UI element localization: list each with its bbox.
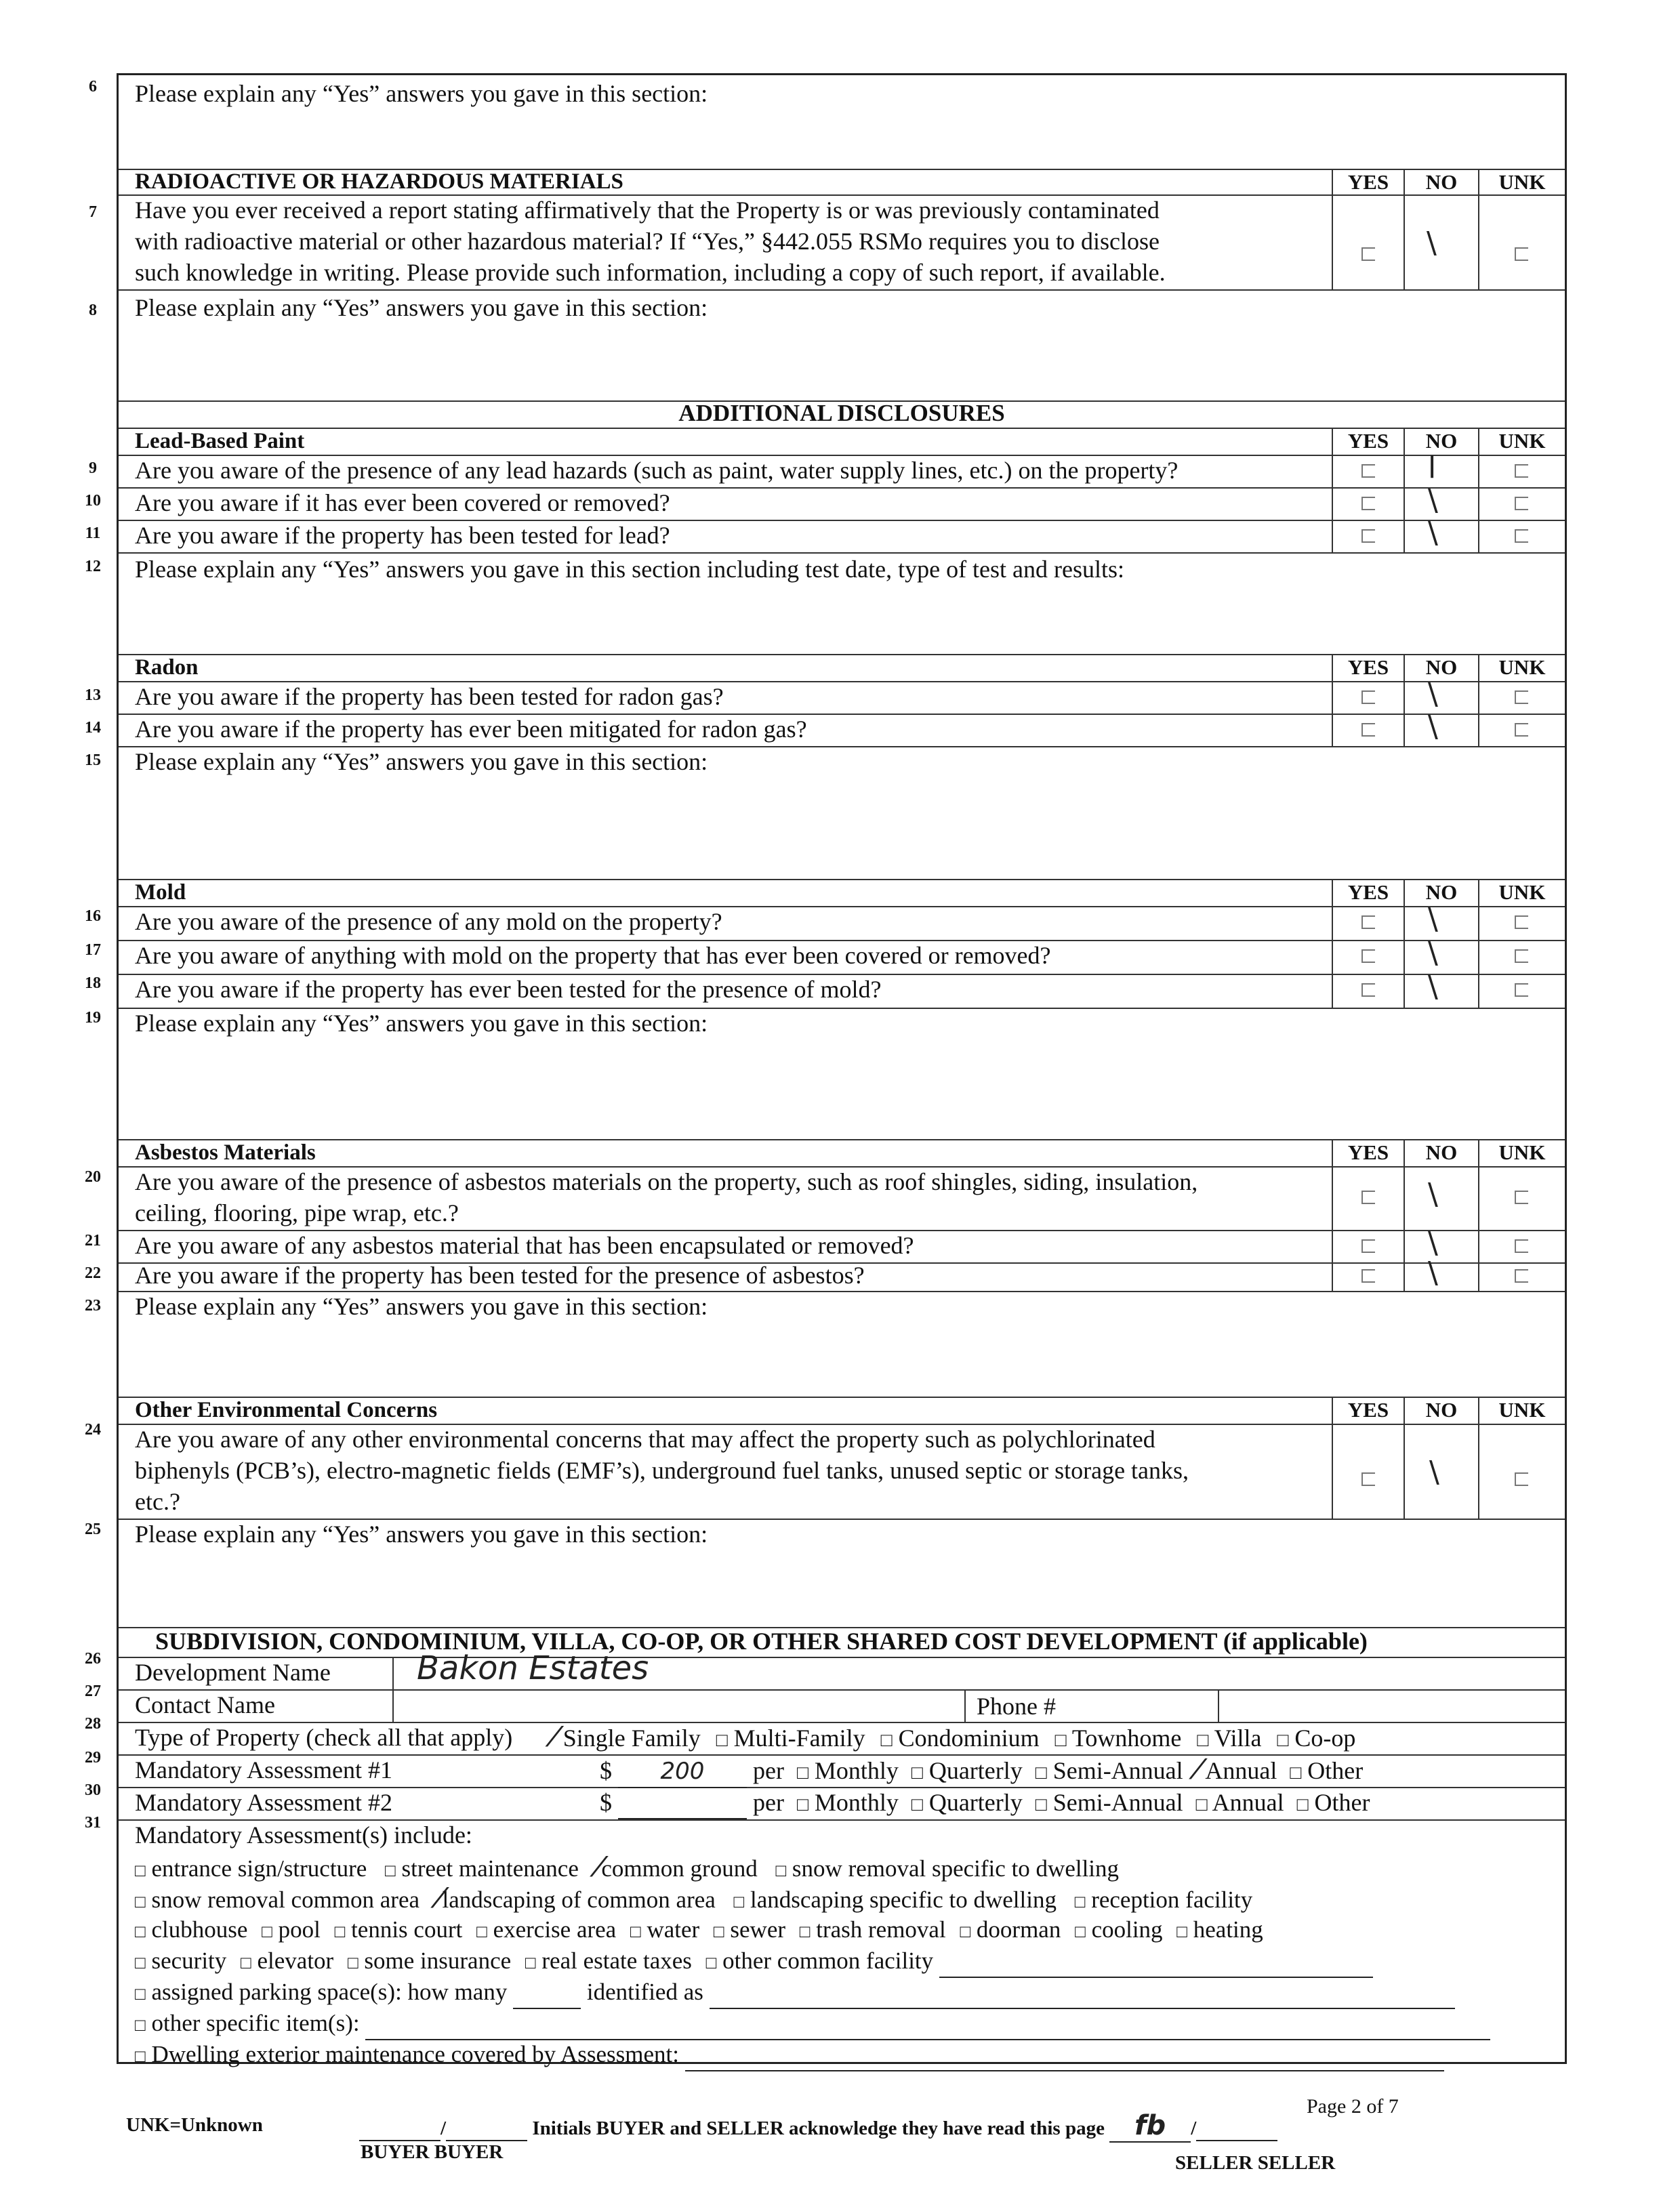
unk-header: UNK xyxy=(1498,1140,1546,1164)
identified-as-label: identified as xyxy=(586,1979,703,2005)
checkbox-icon[interactable]: □ xyxy=(911,1794,923,1815)
checkmark-icon: ⁄ xyxy=(596,1852,602,1883)
page-number: Page 2 of 7 xyxy=(1307,2095,1399,2118)
line-number: 16 xyxy=(85,907,101,925)
other-facility-blank[interactable] xyxy=(939,1945,1373,1978)
include-item[interactable]: reception facility xyxy=(1091,1886,1253,1913)
period-semi-annual[interactable]: Semi-Annual xyxy=(1052,1757,1183,1784)
explain-section-6 xyxy=(119,75,1565,170)
development-name-label: Development Name xyxy=(135,1659,331,1686)
question-text: Are you aware of any asbestos material that has been encapsulated or removed? xyxy=(135,1232,914,1259)
checkbox-icon[interactable]: □ xyxy=(135,1984,146,2004)
per-label: per xyxy=(753,1789,784,1816)
include-item[interactable]: snow removal common area xyxy=(151,1886,420,1913)
line-number: 19 xyxy=(85,1009,101,1027)
include-item[interactable]: snow removal specific to dwelling xyxy=(792,1855,1120,1882)
includes-row-2 xyxy=(135,1883,1252,1918)
checkbox-yes[interactable] xyxy=(1361,497,1375,510)
checkmark-icon: ⁄ xyxy=(1195,1754,1201,1786)
line-number: 14 xyxy=(85,719,101,737)
option-single-family[interactable]: Single Family xyxy=(562,1725,701,1752)
explain-prompt: Please explain any “Yes” answers you gave in this section including test date, type of test and results: xyxy=(135,556,1125,583)
explain-prompt: Please explain any “Yes” answers you gave in this section: xyxy=(135,1521,708,1548)
buyer-initial-2[interactable] xyxy=(446,2118,527,2141)
exterior-blank[interactable] xyxy=(685,2039,1444,2071)
checkbox-yes[interactable] xyxy=(1361,1269,1375,1283)
checkbox-yes[interactable] xyxy=(1361,915,1375,929)
checkbox-unk[interactable] xyxy=(1515,497,1528,510)
section-title: SUBDIVISION, CONDOMINIUM, VILLA, CO-OP, OR OTHER SHARED COST DEVELOPMENT (if applicable) xyxy=(155,1628,1368,1655)
checkbox-unk[interactable] xyxy=(1515,690,1528,704)
line-number: 20 xyxy=(85,1168,101,1186)
include-item[interactable]: landscaping specific to dwelling xyxy=(750,1886,1057,1913)
include-item[interactable]: clubhouse xyxy=(151,1916,248,1943)
checkbox-unk[interactable] xyxy=(1515,247,1528,261)
contact-row xyxy=(119,1689,1565,1723)
checkmark-icon[interactable]: \ xyxy=(1427,226,1437,260)
question-22 xyxy=(119,1262,1565,1292)
unk-header: UNK xyxy=(1498,655,1546,679)
includes-row-7 xyxy=(135,2039,1444,2072)
option-villa[interactable]: Villa xyxy=(1214,1725,1262,1752)
line-number: 13 xyxy=(85,686,101,704)
divider xyxy=(392,1657,394,1689)
checkbox-yes[interactable] xyxy=(1361,949,1375,963)
period-quarterly[interactable]: Quarterly xyxy=(928,1789,1023,1816)
question-text: Are you aware of anything with mold on the property that has ever been covered or removed? xyxy=(135,942,1051,969)
property-type-row xyxy=(119,1722,1565,1756)
unk-header: UNK xyxy=(1498,880,1546,904)
checkbox-yes[interactable] xyxy=(1361,723,1375,737)
question-text: Are you aware if the property has been tested for lead? xyxy=(135,522,670,549)
question-text: biphenyls (PCB’s), electro-magnetic fields (EMF’s), underground fuel tanks, unused septic or storage tanks, xyxy=(135,1457,1189,1484)
include-item[interactable]: other common facility xyxy=(722,1947,934,1974)
assessment-1-amount[interactable]: 200 xyxy=(618,1756,747,1788)
checkbox-unk[interactable] xyxy=(1515,1191,1528,1204)
other-items-blank[interactable] xyxy=(365,2008,1490,2040)
checkmark-icon[interactable]: \ xyxy=(1428,1177,1438,1212)
option-multi-family[interactable]: Multi-Family xyxy=(733,1725,865,1752)
line-number: 22 xyxy=(85,1264,101,1282)
explain-prompt: Please explain any “Yes” answers you gave in this section: xyxy=(135,80,708,107)
question-text: Are you aware if the property has been tested for the presence of asbestos? xyxy=(135,1262,865,1289)
include-item[interactable]: entrance sign/structure xyxy=(151,1855,367,1882)
checkbox-unk[interactable] xyxy=(1515,723,1528,737)
include-item[interactable]: water xyxy=(647,1916,700,1943)
checkbox-icon[interactable]: □ xyxy=(1035,1762,1047,1783)
include-item[interactable]: sewer xyxy=(730,1916,786,1943)
checkmark-icon[interactable]: \ xyxy=(1428,709,1438,744)
checkbox-icon[interactable]: □ xyxy=(135,2015,146,2035)
line-number: 8 xyxy=(89,302,97,319)
line-number: 12 xyxy=(85,558,101,575)
unk-legend: UNK=Unknown xyxy=(126,2114,263,2136)
line-number: 7 xyxy=(89,203,97,221)
no-header: NO xyxy=(1425,1140,1458,1164)
checkbox-yes[interactable] xyxy=(1361,1191,1375,1204)
checkbox-yes[interactable] xyxy=(1361,247,1375,261)
line-number: 31 xyxy=(85,1814,101,1832)
line-number: 9 xyxy=(89,459,97,477)
period-quarterly[interactable]: Quarterly xyxy=(928,1757,1023,1784)
checkbox-icon[interactable]: □ xyxy=(1290,1762,1302,1783)
assessment-2-amount[interactable] xyxy=(618,1787,747,1819)
section-title: Asbestos Materials xyxy=(135,1140,316,1165)
include-item[interactable]: some insurance xyxy=(364,1947,512,1974)
checkmark-icon[interactable]: \ xyxy=(1428,483,1438,518)
includes-row-3 xyxy=(135,1914,1263,1947)
explain-section-19 xyxy=(119,1008,1565,1140)
question-text: Are you aware of the presence of asbestos materials on the property, such as roof shingles, siding, insulation, xyxy=(135,1168,1198,1195)
section-title: Other Environmental Concerns xyxy=(135,1398,438,1422)
checkbox-yes[interactable] xyxy=(1361,1239,1375,1253)
dollar-sign: $ xyxy=(600,1789,612,1816)
line-number: 6 xyxy=(89,78,97,96)
checkmark-icon[interactable]: \ xyxy=(1428,516,1438,550)
question-20 xyxy=(119,1166,1565,1231)
no-header: NO xyxy=(1425,429,1458,453)
checkbox-unk[interactable] xyxy=(1515,464,1528,478)
question-21 xyxy=(119,1230,1565,1264)
parking-identified-blank[interactable] xyxy=(710,1977,1455,2009)
checkmark-icon[interactable]: \ xyxy=(1428,677,1438,711)
seller-labels: SELLER SELLER xyxy=(1175,2152,1336,2174)
checkbox-icon[interactable]: □ xyxy=(1074,1892,1086,1912)
include-item[interactable]: security xyxy=(151,1947,227,1974)
explain-section-23 xyxy=(119,1291,1565,1398)
checkmark-icon[interactable]: \ xyxy=(1428,1226,1438,1260)
assessment-2-detail xyxy=(600,1787,1370,1821)
option-condominium[interactable]: Condominium xyxy=(898,1725,1040,1752)
checkbox-icon[interactable]: □ xyxy=(241,1953,251,1973)
checkmark-icon[interactable]: \ xyxy=(1428,1256,1438,1290)
includes-row-6 xyxy=(135,2008,1490,2041)
disclosure-form-table xyxy=(117,73,1567,2067)
checkbox-yes[interactable] xyxy=(1361,690,1375,704)
question-13 xyxy=(119,681,1565,715)
development-name-row xyxy=(119,1649,1565,1691)
assessment-2-row xyxy=(119,1787,1565,1821)
checkmark-icon[interactable]: \ xyxy=(1428,902,1438,936)
checkbox-icon[interactable]: □ xyxy=(476,1922,487,1941)
period-other[interactable]: Other xyxy=(1314,1789,1370,1816)
checkbox-unk[interactable] xyxy=(1515,529,1528,543)
period-monthly[interactable]: Monthly xyxy=(814,1757,899,1784)
section-title: ADDITIONAL DISCLOSURES xyxy=(678,400,1005,426)
line-number: 10 xyxy=(85,492,101,510)
checkbox-icon[interactable]: □ xyxy=(630,1922,641,1941)
initials-line: / Initials BUYER and SELLER acknowledge they have read this page fb / xyxy=(359,2110,1277,2143)
checkbox-icon[interactable]: □ xyxy=(135,1953,146,1973)
question-11 xyxy=(119,520,1565,554)
line-number: 29 xyxy=(85,1749,101,1767)
checkbox-icon[interactable]: □ xyxy=(1075,1922,1086,1941)
no-header: NO xyxy=(1425,170,1458,194)
include-item[interactable]: assigned parking space(s): how many xyxy=(151,1979,508,2005)
line-number: 25 xyxy=(85,1521,101,1538)
question-text: Are you aware of the presence of any lead hazards (such as paint, water supply lines, etc.) on the property? xyxy=(135,457,1179,484)
checkbox-icon[interactable]: □ xyxy=(525,1953,536,1973)
explain-section-15 xyxy=(119,746,1565,880)
includes-row-5 xyxy=(135,1977,1455,2010)
period-annual[interactable]: Annual xyxy=(1212,1789,1284,1816)
question-10 xyxy=(119,487,1565,521)
question-14 xyxy=(119,714,1565,747)
checkbox-icon[interactable]: □ xyxy=(135,1892,146,1912)
assessment-includes xyxy=(119,1819,1565,2066)
checkbox-yes[interactable] xyxy=(1361,1472,1375,1486)
include-item[interactable]: heating xyxy=(1193,1916,1263,1943)
checkbox-yes[interactable] xyxy=(1361,529,1375,543)
checkbox-icon[interactable]: □ xyxy=(960,1922,971,1941)
checkbox-icon[interactable]: □ xyxy=(775,1861,787,1880)
include-item[interactable]: pool xyxy=(278,1916,321,1943)
parking-count-blank[interactable] xyxy=(513,1977,581,2009)
assessment-1-detail xyxy=(600,1754,1363,1789)
line-number: 26 xyxy=(85,1650,101,1668)
include-item[interactable]: street maintenance xyxy=(401,1855,579,1882)
checkbox-unk[interactable] xyxy=(1515,915,1528,929)
section-title: Lead-Based Paint xyxy=(135,429,305,453)
divider xyxy=(1218,1689,1219,1722)
checkmark-icon[interactable]: \ xyxy=(1428,936,1438,970)
explain-prompt: Please explain any “Yes” answers you gave in this section: xyxy=(135,1010,708,1037)
yes-header: YES xyxy=(1347,655,1389,679)
checkbox-icon[interactable]: □ xyxy=(1296,1794,1309,1815)
yes-header: YES xyxy=(1347,880,1389,904)
checkmark-icon[interactable]: \ xyxy=(1428,970,1438,1004)
checkbox-icon[interactable]: □ xyxy=(1195,1794,1208,1815)
question-text: Are you aware if it has ever been covered or removed? xyxy=(135,489,670,516)
option-co-op[interactable]: Co-op xyxy=(1294,1725,1356,1752)
checkbox-icon[interactable]: □ xyxy=(796,1762,808,1783)
explain-section-25 xyxy=(119,1519,1565,1628)
subdivision-header xyxy=(119,1627,1565,1658)
line-number: 17 xyxy=(85,941,101,959)
additional-disclosures-header xyxy=(119,400,1565,429)
question-text: Are you aware of any other environmental concerns that may affect the property such as polychlorinated xyxy=(135,1426,1155,1453)
include-item[interactable]: cooling xyxy=(1091,1916,1163,1943)
include-item[interactable]: tennis court xyxy=(351,1916,463,1943)
yes-header: YES xyxy=(1347,170,1389,194)
explain-section-8 xyxy=(119,289,1565,402)
yes-header: YES xyxy=(1347,1398,1389,1422)
per-label: per xyxy=(753,1757,784,1784)
checkbox-icon[interactable]: □ xyxy=(1054,1730,1067,1751)
checkbox-icon[interactable]: □ xyxy=(1277,1730,1289,1751)
checkmark-icon: ⁄ xyxy=(437,1883,443,1914)
checkbox-icon[interactable]: □ xyxy=(713,1922,724,1941)
section-title: Mold xyxy=(135,880,186,905)
checkbox-icon[interactable]: □ xyxy=(1197,1730,1209,1751)
explain-prompt: Please explain any “Yes” answers you gave in this section: xyxy=(135,1293,708,1320)
line-number: 23 xyxy=(85,1297,101,1315)
period-semi-annual[interactable]: Semi-Annual xyxy=(1052,1789,1183,1816)
line-number: 30 xyxy=(85,1781,101,1799)
question-text: Are you aware if the property has ever been mitigated for radon gas? xyxy=(135,716,807,743)
yes-header: YES xyxy=(1347,1140,1389,1164)
unk-header: UNK xyxy=(1498,170,1546,194)
checkbox-icon[interactable]: □ xyxy=(262,1922,272,1941)
question-text: Are you aware of the presence of any mold on the property? xyxy=(135,908,722,935)
include-item[interactable]: doorman xyxy=(976,1916,1061,1943)
explain-section-12 xyxy=(119,552,1565,655)
option-townhome[interactable]: Townhome xyxy=(1071,1725,1182,1752)
include-item[interactable]: trash removal xyxy=(816,1916,946,1943)
seller-initial-2[interactable] xyxy=(1196,2118,1277,2141)
line-number: 28 xyxy=(85,1715,101,1733)
assessment-1-row xyxy=(119,1754,1565,1788)
checkmark-icon[interactable]: \ xyxy=(1429,1455,1439,1489)
question-24 xyxy=(119,1424,1565,1520)
checkbox-unk[interactable] xyxy=(1515,1472,1528,1486)
question-text: etc.? xyxy=(135,1488,180,1515)
checkbox-icon[interactable]: □ xyxy=(880,1730,893,1751)
question-text: Are you aware if the property has ever been tested for the presence of mold? xyxy=(135,976,882,1003)
phone-label: Phone # xyxy=(977,1693,1056,1720)
include-item[interactable]: other specific item(s): xyxy=(151,2010,360,2036)
line-number: 11 xyxy=(85,524,101,542)
checkbox-icon[interactable]: □ xyxy=(1176,1922,1188,1941)
checkbox-icon[interactable]: □ xyxy=(135,1861,146,1880)
question-16 xyxy=(119,906,1565,941)
include-item[interactable]: landscaping of common area xyxy=(442,1886,716,1913)
yes-header: YES xyxy=(1347,429,1389,453)
checkbox-icon[interactable]: □ xyxy=(796,1794,808,1815)
no-header: NO xyxy=(1425,655,1458,679)
line-number: 18 xyxy=(85,974,101,992)
include-item[interactable]: real estate taxes xyxy=(541,1947,692,1974)
property-type-options xyxy=(552,1722,1355,1756)
question-text: Have you ever received a report stating affirmatively that the Property is or was previously contaminated xyxy=(135,197,1160,224)
assessment-1-label: Mandatory Assessment #1 xyxy=(135,1756,392,1783)
checkbox-icon[interactable]: □ xyxy=(334,1922,346,1941)
checkmark-icon[interactable]: ⅼ xyxy=(1428,451,1437,485)
buyer-labels: BUYER BUYER xyxy=(361,2141,504,2163)
seller-initial-1[interactable]: fb xyxy=(1109,2110,1191,2143)
buyer-initial-1[interactable] xyxy=(359,2118,441,2141)
include-item[interactable]: elevator xyxy=(257,1947,334,1974)
section-title: RADIOACTIVE OR HAZARDOUS MATERIALS xyxy=(135,169,623,194)
checkbox-icon[interactable]: □ xyxy=(347,1953,358,1973)
checkbox-icon[interactable]: □ xyxy=(716,1730,728,1751)
checkmark-icon: ⁄ xyxy=(552,1722,557,1753)
checkbox-yes[interactable] xyxy=(1361,983,1375,997)
section-title: Radon xyxy=(135,655,199,680)
checkbox-icon[interactable]: □ xyxy=(385,1861,396,1880)
checkbox-icon[interactable]: □ xyxy=(911,1762,923,1783)
include-item[interactable]: common ground xyxy=(601,1855,758,1882)
question-text: with radioactive material or other hazardous material? If “Yes,” §442.055 RSMo requires you to disclose xyxy=(135,228,1160,255)
question-9 xyxy=(119,455,1565,489)
question-text: Are you aware if the property has been tested for radon gas? xyxy=(135,683,724,710)
checkbox-icon[interactable]: □ xyxy=(799,1922,811,1941)
checkbox-icon[interactable]: □ xyxy=(705,1953,717,1973)
unk-header: UNK xyxy=(1498,429,1546,453)
contact-name-label: Contact Name xyxy=(135,1691,275,1718)
unk-header: UNK xyxy=(1498,1398,1546,1422)
question-text: ceiling, flooring, pipe wrap, etc.? xyxy=(135,1199,459,1226)
checkbox-icon[interactable]: □ xyxy=(135,1922,146,1941)
includes-row-1 xyxy=(135,1852,1119,1886)
question-17 xyxy=(119,940,1565,975)
includes-label: Mandatory Assessment(s) include: xyxy=(135,1821,472,1849)
question-18 xyxy=(119,974,1565,1009)
line-number: 27 xyxy=(85,1683,101,1700)
checkbox-unk[interactable] xyxy=(1515,1269,1528,1283)
period-monthly[interactable]: Monthly xyxy=(814,1789,899,1816)
assessment-2-label: Mandatory Assessment #2 xyxy=(135,1789,392,1816)
checkbox-unk[interactable] xyxy=(1515,1239,1528,1253)
checkbox-icon[interactable]: □ xyxy=(135,2046,146,2066)
divider xyxy=(964,1689,966,1722)
include-item[interactable]: exercise area xyxy=(493,1916,617,1943)
checkbox-unk[interactable] xyxy=(1515,949,1528,963)
explain-prompt: Please explain any “Yes” answers you gave in this section: xyxy=(135,294,708,321)
divider xyxy=(392,1689,394,1722)
no-header: NO xyxy=(1425,880,1458,904)
period-other[interactable]: Other xyxy=(1307,1757,1364,1784)
development-name-value[interactable]: Bakon Estates xyxy=(417,1649,649,1687)
dollar-sign: $ xyxy=(600,1757,612,1784)
include-item[interactable]: Dwelling exterior maintenance covered by Assessment: xyxy=(151,2041,679,2067)
checkbox-icon[interactable]: □ xyxy=(1035,1794,1047,1815)
no-header: NO xyxy=(1425,1398,1458,1422)
question-7 xyxy=(119,194,1565,291)
line-number: 21 xyxy=(85,1232,101,1250)
includes-row-4 xyxy=(135,1945,1373,1979)
line-number: 15 xyxy=(85,751,101,769)
property-type-label: Type of Property (check all that apply) xyxy=(135,1724,513,1751)
question-text: such knowledge in writing. Please provide such information, including a copy of such report, if available. xyxy=(135,259,1166,286)
explain-prompt: Please explain any “Yes” answers you gave in this section: xyxy=(135,748,708,775)
checkbox-yes[interactable] xyxy=(1361,464,1375,478)
initials-acknowledgement: Initials BUYER and SELLER acknowledge they have read this page xyxy=(532,2118,1105,2139)
line-number: 24 xyxy=(85,1421,101,1439)
checkbox-unk[interactable] xyxy=(1515,983,1528,997)
period-annual[interactable]: Annual xyxy=(1205,1757,1277,1784)
checkbox-icon[interactable]: □ xyxy=(733,1892,745,1912)
